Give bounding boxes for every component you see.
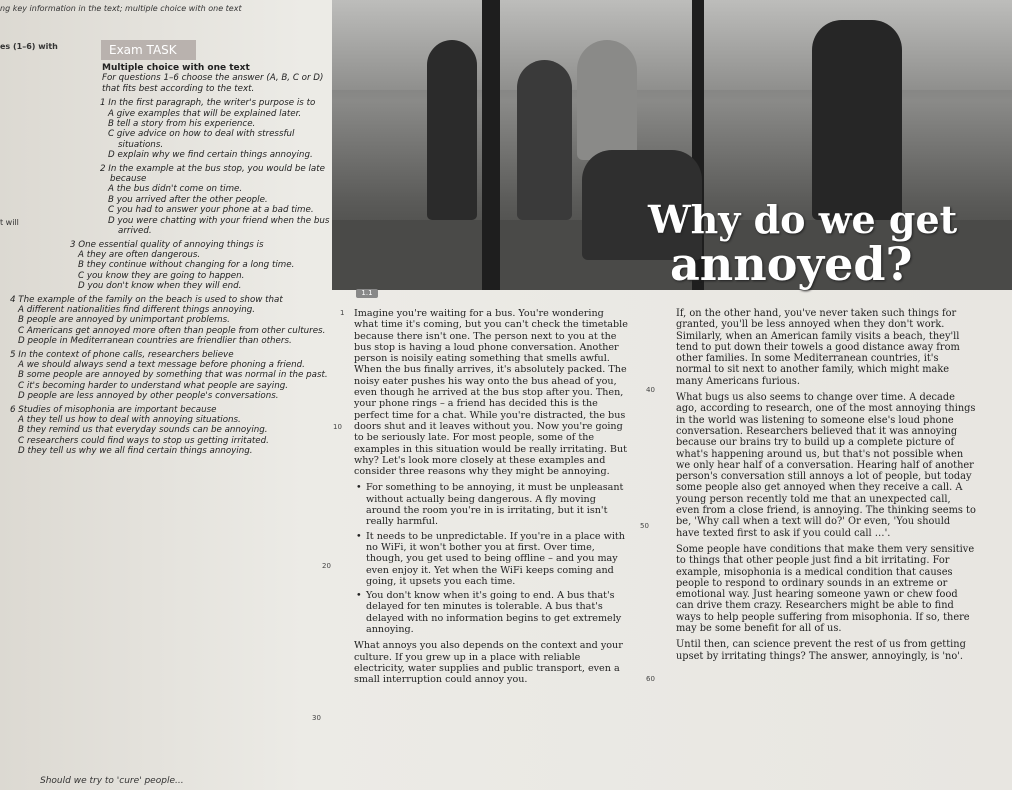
question-4 <box>6 295 331 347</box>
list-item: • It needs to be unpredictable. If you're in a place with no WiFi, it won't bother you at first. Over time, though, you get used to being offline – and you may even enjoy it. Yet when the WiFi keeps coming and going, it upsets you each time. <box>366 531 628 587</box>
question-1 <box>6 98 331 160</box>
task-instruction: For questions 1–6 choose the answer (A, B, C or D) that fits best according to the text. <box>102 73 324 94</box>
answer-option[interactable]: A the bus didn't come on time. <box>108 184 243 195</box>
answer-option[interactable]: A they are often dangerous. <box>78 249 201 260</box>
answer-option[interactable]: A they tell us how to deal with annoying situations. <box>18 415 241 425</box>
paragraph: What bugs us also seems to change over time. A decade ago, according to research, one of the most annoying things in the world was listening to someone else's loud phone conversation. Researchers believed that it was annoying because our brains try to build up a complete picture of what's happening around us, but that's not possible when we only hear half of a conversation. Hearing half of another person's conversation still annoys a lot of people, but today some people also get annoyed when they receive a call. A young person recently told me that an unexpected call, even from a close friend, is annoying. The thinking seems to be, 'Why call when a text will do?' Or even, 'You should have texted first to ask if you could call …'. <box>676 392 976 539</box>
question-2 <box>6 164 331 237</box>
reasons-list <box>354 482 628 635</box>
audio-track-icon[interactable]: 1.1 <box>356 289 378 298</box>
article-column-right <box>676 308 976 667</box>
answer-option[interactable]: C researchers could find ways to stop us getting irritated. <box>18 435 269 446</box>
line-number: 40 <box>646 386 655 394</box>
question-stem: 4 The example of the family on the beach is used to show that <box>10 294 283 305</box>
question-stem: 5 In the context of phone calls, researchers believe <box>10 349 234 360</box>
photo-person <box>812 20 902 220</box>
answer-option[interactable]: A we should always send a text message before phoning a friend. <box>18 359 305 370</box>
list-item: • You don't know when it's going to end. A bus that's delayed for ten minutes is tolerable. A bus that's delayed with no information begins to get extremely annoying. <box>366 590 628 635</box>
answer-option[interactable]: B they remind us that everyday sounds can be annoying. <box>18 425 268 436</box>
question-5 <box>6 350 331 402</box>
answer-option[interactable]: C Americans get annoyed more often than people from other cultures. <box>18 325 326 336</box>
answer-option[interactable]: B they continue without changing for a long time. <box>78 260 295 271</box>
title-line-1: Why do we get <box>648 197 958 242</box>
answer-option[interactable]: B you arrived after the other people. <box>108 194 268 205</box>
answer-option[interactable]: B some people are annoyed by something that was normal in the past. <box>18 370 328 381</box>
photo-pole <box>482 0 500 290</box>
answer-option[interactable]: C give advice on how to deal with stressful situations. <box>108 129 295 150</box>
line-number: 30 <box>312 714 321 722</box>
paragraph: Until then, can science prevent the rest of us from getting upset by irritating things? The answer, annoyingly, is 'no'. <box>676 639 966 662</box>
article-title <box>648 197 958 291</box>
answer-option[interactable]: B tell a story from his experience. <box>108 119 256 130</box>
question-stem: 2 In the example at the bus stop, you would be late because <box>100 163 325 185</box>
article-column-left <box>354 308 628 691</box>
question-stem: 6 Studies of misophonia are important because <box>10 404 217 415</box>
questions-column <box>6 63 331 460</box>
answer-option[interactable]: D people in Mediterranean countries are friendlier than others. <box>18 336 292 347</box>
task-title: Multiple choice with one text <box>102 63 250 73</box>
line-number: 50 <box>640 522 649 530</box>
answer-option[interactable]: D people are less annoyed by other people's conversations. <box>18 391 279 402</box>
section-heading: ng key information in the text; multiple choice with one text <box>0 4 242 13</box>
line-number: 60 <box>646 675 655 683</box>
list-item: • For something to be annoying, it must be unpleasant without actually being dangerous. A fly moving around the room you're in is irritating, but it isn't really harmful. <box>366 482 628 527</box>
answer-option[interactable]: B people are annoyed by unimportant problems. <box>18 315 230 326</box>
paragraph: Imagine you're waiting for a bus. You're wondering what time it's coming, but you can't check the timetable because there isn't one. The person next to you at the bus stop is having a loud phone conversation. Another person is noisily eating something that smells awful. When the bus finally arrives, it's absolutely packed. The noisy eater pushes his way onto the bus ahead of you, even though he arrived at the bus stop after you. Then, your phone rings – a friend has decided this is the perfect time for a chat. While you're distracted, the bus doors shut and it leaves without you. Now you're going to be seriously late. For most people, some of the examples in this situation would be really irritating. But why? Let's look more closely at these examples and consider three reasons why they might be annoying. <box>354 308 628 478</box>
paragraph: What annoys you also depends on the context and your culture. If you grew up in a place with reliable electricity, water supplies and public transport, even a small interruption could annoy you. <box>354 640 623 686</box>
paragraph: Some people have conditions that make them very sensitive to things that other people just find a bit irritating. For example, misophonia is a medical condition that causes people to respond to ordinary sounds in an extreme or emotional way. Just hearing someone yawn or chew food can drive them crazy. Researchers might be able to find ways to help people suffering from misophonia. If so, there may be some benefit for all of us. <box>676 543 975 635</box>
answer-option[interactable]: D explain why we find certain things annoying. <box>108 150 313 161</box>
answer-option[interactable]: D they tell us why we all find certain things annoying. <box>18 446 253 457</box>
line-number: 20 <box>322 562 331 570</box>
answer-option[interactable]: C you know they are going to happen. <box>78 270 245 281</box>
answer-option[interactable]: A give examples that will be explained later. <box>108 108 302 119</box>
photo-person <box>427 40 477 220</box>
next-section-heading: Should we try to 'cure' people... <box>40 776 184 786</box>
line-number: 10 <box>333 423 342 431</box>
answer-option[interactable]: C it's becoming harder to understand what people are saying. <box>18 380 288 391</box>
question-3 <box>6 240 331 292</box>
answer-option[interactable]: D you don't know when they will end. <box>78 281 242 292</box>
photo-person <box>517 60 572 220</box>
title-line-2: annoyed? <box>670 237 913 291</box>
left-margin-note-2: t will <box>0 218 19 227</box>
question-6 <box>6 405 331 457</box>
paragraph: If, on the other hand, you've never taken such things for granted, you'll be less annoyed when they don't work. Similarly, when an American family visits a beach, they'll tend to put down their towels a good distance away from other families. In some Mediterranean countries, it's normal to sit next to another family, which might make many Americans furious. <box>676 308 960 387</box>
question-stem: 1 In the first paragraph, the writer's purpose is to <box>100 98 316 109</box>
answer-option[interactable]: D you were chatting with your friend when the bus arrived. <box>108 215 330 237</box>
exam-task-badge: Exam TASK <box>101 40 196 60</box>
answer-option[interactable]: A different nationalities find different things annoying. <box>18 304 256 315</box>
left-margin-note: es (1–6) with <box>0 42 58 51</box>
photo-person <box>577 40 637 160</box>
line-number: 1 <box>340 309 345 317</box>
answer-option[interactable]: C you had to answer your phone at a bad time. <box>108 205 314 216</box>
question-stem: 3 One essential quality of annoying things is <box>70 239 264 250</box>
